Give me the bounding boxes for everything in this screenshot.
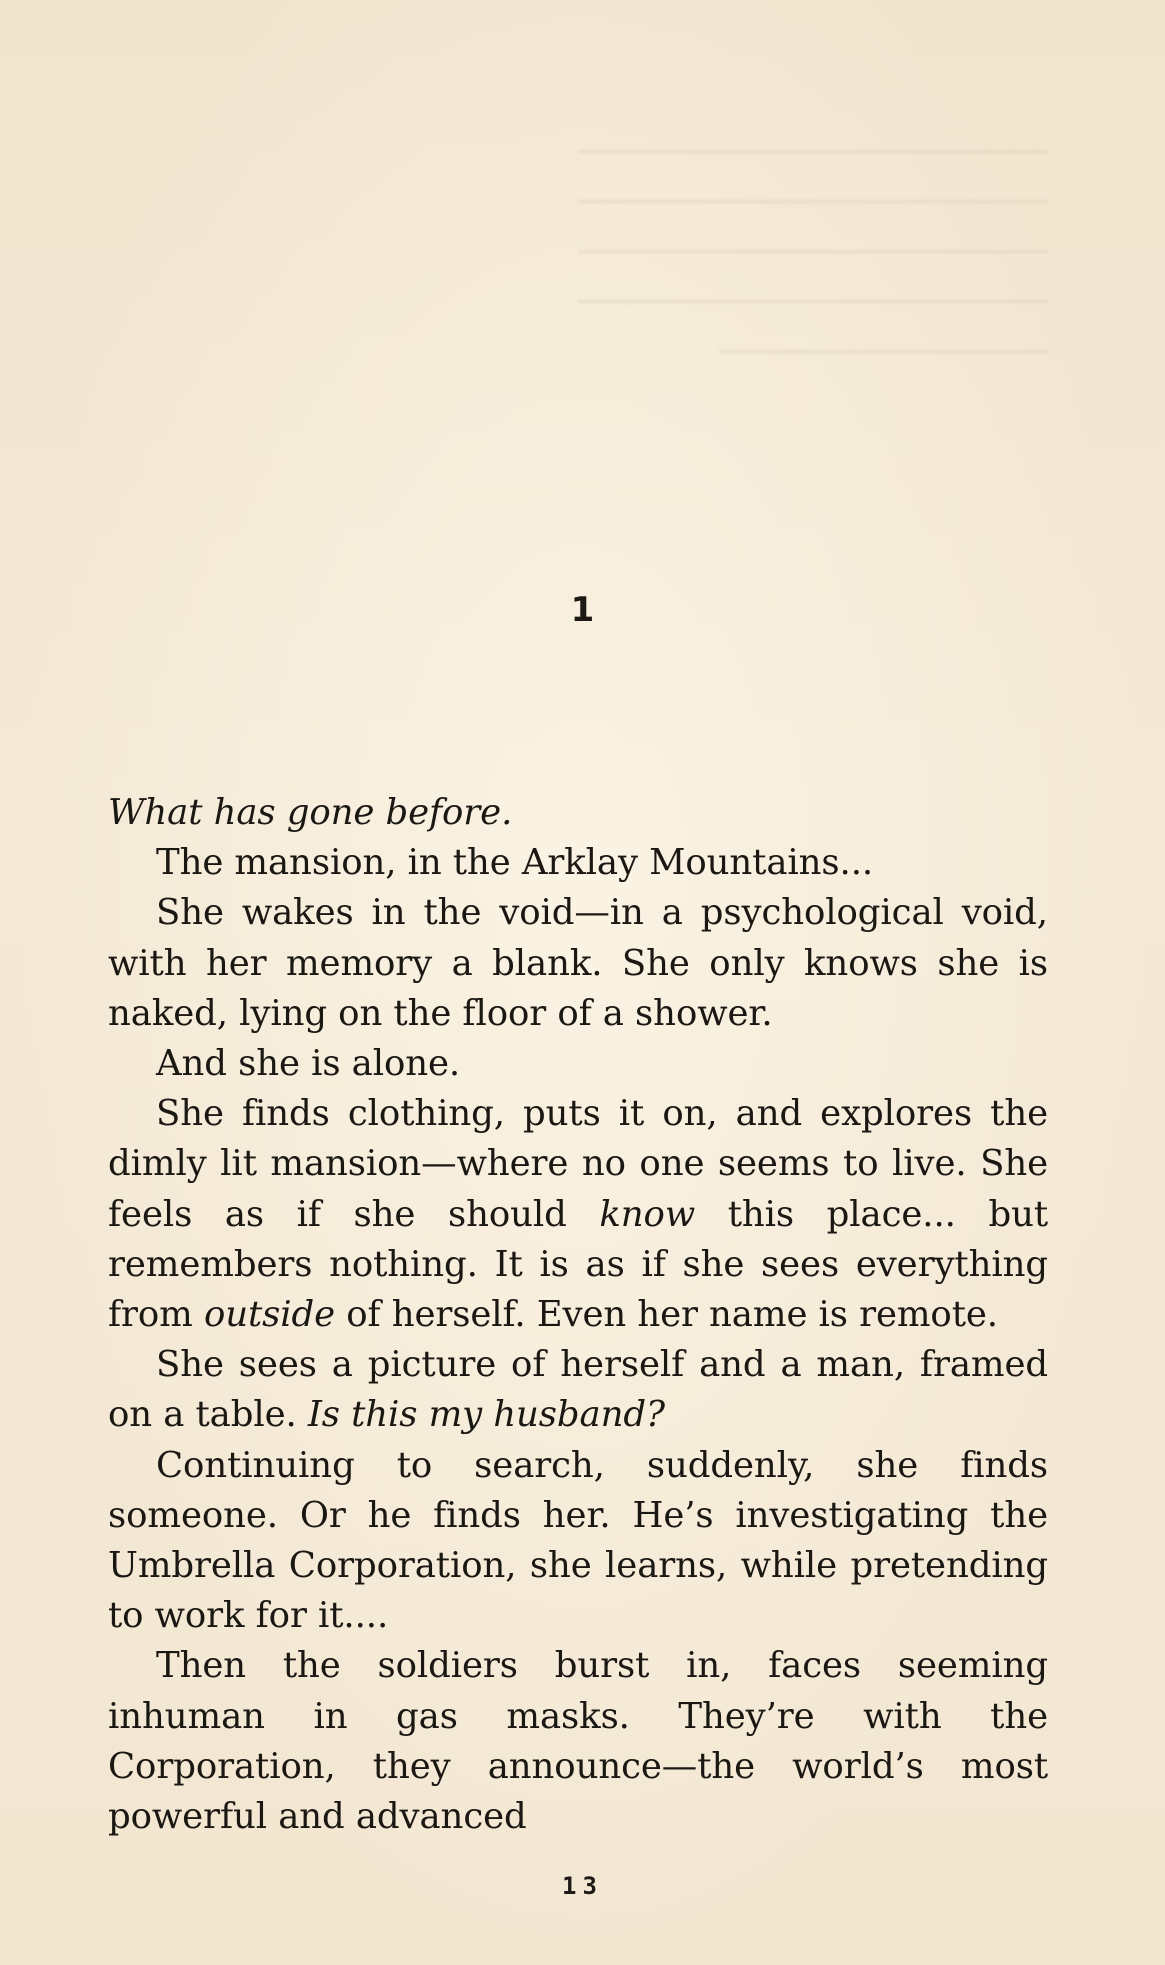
text-run: this place... but remembers nothing. It is as if she sees everything from	[108, 1193, 1048, 1336]
paragraph: And she is alone.	[156, 1043, 461, 1085]
paragraph: Then the soldiers burst in, faces seeming inhuman in gas masks. They’re with the Corporation, they announce—the world’s most powerful and advanced	[108, 1645, 1048, 1838]
paragraph	[108, 1340, 1048, 1440]
intro-italic: What has gone before.	[108, 792, 513, 833]
chapter-number: 1	[570, 590, 595, 630]
emphasis: Is this my husband?	[307, 1394, 665, 1436]
show-through-texture: ──────────────────── ──────────────────── ──────────────────── ──────────────────── ──────────────	[578, 130, 1048, 375]
emphasis: know	[599, 1193, 696, 1235]
paragraph	[108, 1089, 1048, 1340]
text-run: She sees a picture of herself and a man, framed on a table.	[108, 1344, 1048, 1436]
paragraph-intro	[108, 788, 1048, 838]
chapter-body	[108, 788, 1048, 1842]
paragraph: The mansion, in the Arklay Mountains...	[156, 842, 874, 884]
emphasis: outside	[203, 1294, 336, 1336]
paragraph: She wakes in the void—in a psychological void, with her memory a blank. She only knows she is naked, lying on the floor of a shower.	[108, 892, 1048, 1034]
page-number: 13	[562, 1872, 603, 1900]
text-run: She finds clothing, puts it on, and explores the dimly lit mansion—where no one seems to live. She feels as if she should	[108, 1093, 1048, 1235]
text-run: of herself. Even her name is remote.	[335, 1294, 998, 1336]
paragraph: Continuing to search, suddenly, she finds someone. Or he finds her. He’s investigating the Umbrella Corporation, she learns, while pretending to work for it....	[108, 1444, 1048, 1637]
